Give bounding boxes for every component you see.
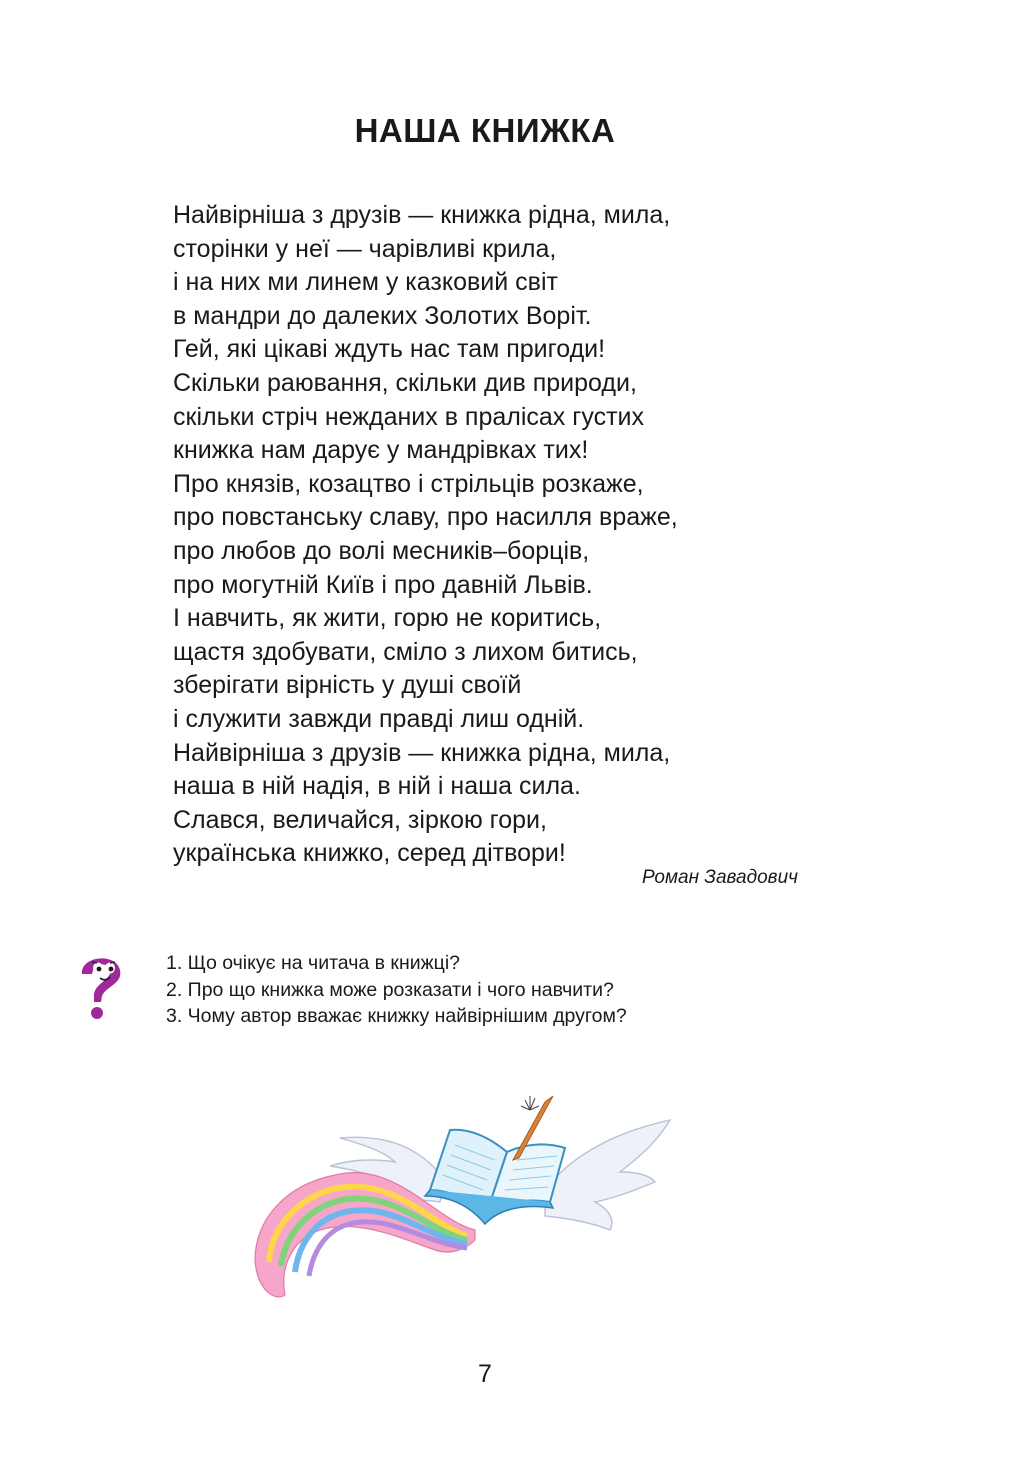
poem-line: про повстанську славу, про насилля враже, <box>173 503 678 532</box>
poem-line: Найвірніша з друзів — книжка рідна, мила, <box>173 201 671 229</box>
poem-line: Слався, величайся, зіркою гори, <box>173 805 547 834</box>
poem-line: книжка нам дарує у мандрівках тих! <box>173 436 589 465</box>
poem-line: Скільки раювання, скільки див природи, <box>173 368 637 397</box>
poem-line: і служити завжди правді лиш одній. <box>173 704 585 733</box>
poem-line: в мандри до далеких Золотих Воріт. <box>173 301 592 330</box>
poem-line: українська книжко, серед дітвори! <box>173 839 566 868</box>
poem-line: Гей, які цікаві ждуть нас там пригоди! <box>173 335 606 364</box>
poem-line: скільки стріч нежданих в пралісах густих <box>173 402 645 431</box>
question-item: 2. Про що книжка може розказати і чого навчити? <box>166 978 614 1001</box>
question-mark-character-icon <box>70 950 130 1022</box>
page-number: 7 <box>478 1360 492 1388</box>
poem-author: Роман Завадович <box>641 867 798 888</box>
right-wing <box>545 1120 670 1230</box>
poem-line: про могутній Київ і про давній Львів. <box>173 570 593 599</box>
poem-line: Найвірніша з друзів — книжка рідна, мила, <box>173 738 671 767</box>
poem-line: щастя здобувати, сміло з лихом битись, <box>173 637 638 666</box>
question-item: 3. Чому автор вважає книжку найвірнішим другом? <box>166 1005 627 1027</box>
poem-line: І навчить, як жити, горю не коритись, <box>173 604 602 633</box>
winged-book-icon <box>245 1090 675 1310</box>
questions-list <box>166 950 627 1030</box>
page-title: НАША КНИЖКА <box>354 112 616 149</box>
question-item: 1. Що очікує на читача в книжці? <box>166 952 460 974</box>
poem-line: наша в ній надія, в ній і наша сила. <box>173 772 581 801</box>
poem-line: Про князів, козацтво і стрільців розкаже, <box>173 469 644 498</box>
poem-line: про любов до волі месників–борців, <box>173 536 590 565</box>
poem-line: зберігати вірність у душі своїй <box>173 671 522 700</box>
poem <box>173 199 678 871</box>
poem-line: сторінки у неї — чарівливі крила, <box>173 234 557 263</box>
poem-line: і на них ми линем у казковий світ <box>173 268 558 297</box>
